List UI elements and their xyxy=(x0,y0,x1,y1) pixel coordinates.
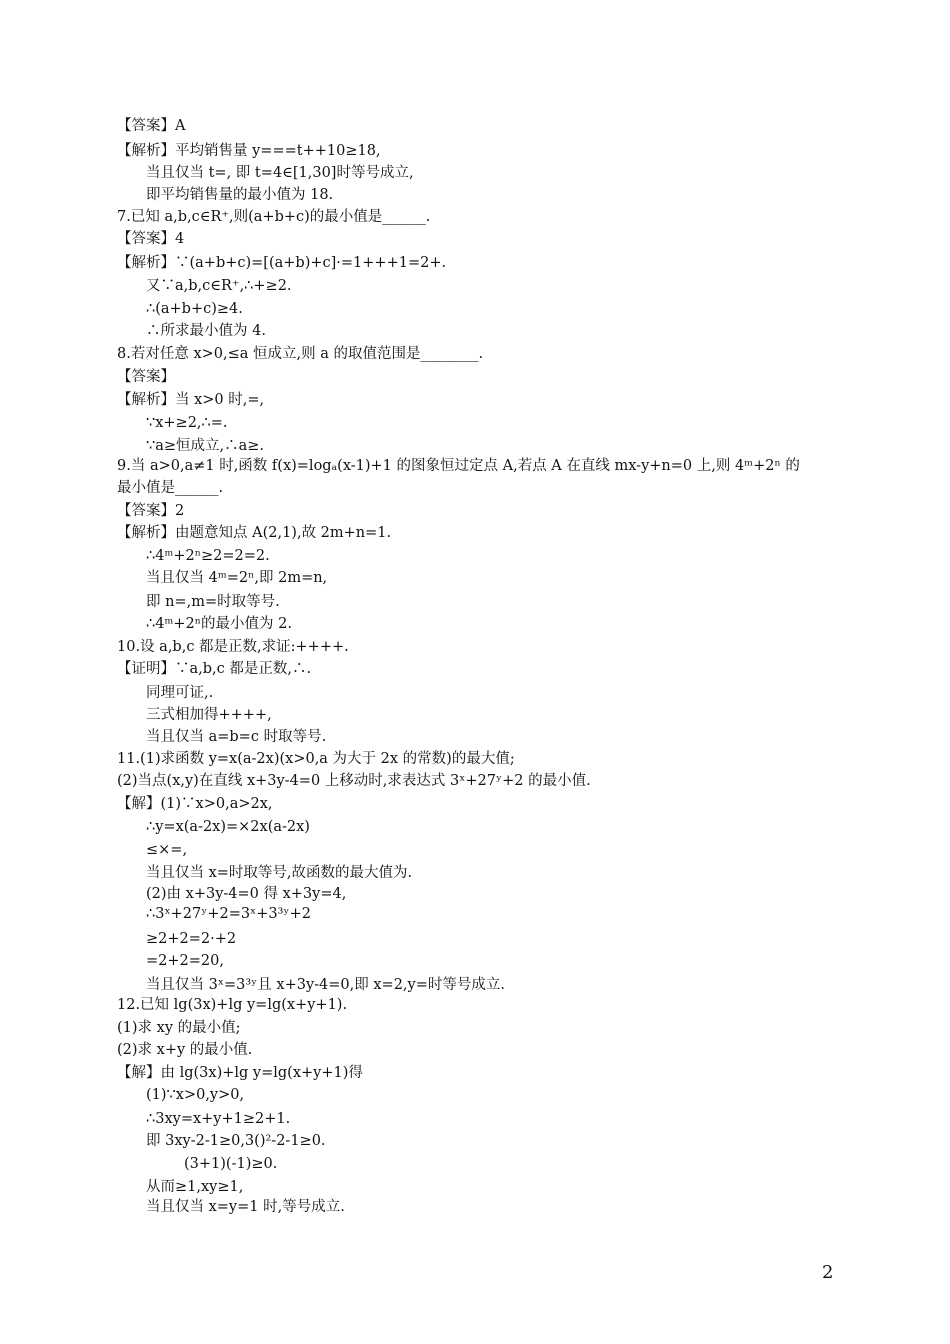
text-line: 当且仅当 x=时取等号,故函数的最大值为. xyxy=(146,865,413,881)
answer-label: 【答案】 xyxy=(117,369,175,385)
text-line: 又∵a,b,c∈R⁺,∴+≥2. xyxy=(146,278,292,294)
solution-line: 【解】(1)∵x>0,a>2x, xyxy=(117,796,273,812)
text-line: ≥2+2=2·+2 xyxy=(146,931,237,947)
question-10: 10.设 a,b,c 都是正数,求证:++++. xyxy=(117,639,349,655)
text-line: (1)求 xy 的最小值; xyxy=(117,1020,241,1036)
text-line: (2)求 x+y 的最小值. xyxy=(117,1042,253,1058)
text-line: ∵a≥恒成立,∴a≥. xyxy=(146,438,265,454)
text-line: 当且仅当 4ᵐ=2ⁿ,即 2m=n, xyxy=(146,570,328,586)
question-7: 7.已知 a,b,c∈R⁺,则(a+b+c)的最小值是______. xyxy=(117,209,431,225)
text-line: 当且仅当 a=b=c 时取等号. xyxy=(146,729,327,745)
analysis-line: 【解析】当 x>0 时,=, xyxy=(117,392,265,408)
text-line: ∴3xy=x+y+1≥2+1. xyxy=(146,1111,291,1127)
text-line: 三式相加得++++, xyxy=(146,707,272,723)
text-line: (1)∵x>0,y>0, xyxy=(146,1087,245,1103)
question-9: 9.当 a>0,a≠1 时,函数 f(x)=logₐ(x-1)+1 的图象恒过定点 A,若点 A 在直线 mx-y+n=0 上,则 4ᵐ+2ⁿ 的 xyxy=(117,458,800,474)
text-line: 同理可证,. xyxy=(146,685,214,701)
text-line: ≤×=, xyxy=(146,842,188,858)
text-line: ∴(a+b+c)≥4. xyxy=(146,301,243,317)
text-line: 即 n=,m=时取等号. xyxy=(146,594,280,610)
text-line: 最小值是______. xyxy=(117,480,224,496)
answer-label: 【答案】2 xyxy=(117,503,185,519)
text-line: (2)当点(x,y)在直线 x+3y-4=0 上移动时,求表达式 3ˣ+27ʸ+2 的最小值. xyxy=(117,773,591,789)
text-line: 当且仅当 x=y=1 时,等号成立. xyxy=(146,1199,345,1215)
text-line: 当且仅当 t=, 即 t=4∈[1,30]时等号成立, xyxy=(146,165,414,181)
text-line: 即平均销售量的最小值为 18. xyxy=(146,187,334,203)
answer-label: 【答案】4 xyxy=(117,231,185,247)
text-line: ∴4ᵐ+2ⁿ的最小值为 2. xyxy=(146,616,292,632)
text-line: (3+1)(-1)≥0. xyxy=(184,1156,278,1172)
text-line: ∴4ᵐ+2ⁿ≥2=2=2. xyxy=(146,548,270,564)
solution-line: 【解】由 lg(3x)+lg y=lg(x+y+1)得 xyxy=(117,1065,363,1081)
text-line: =2+2=20, xyxy=(146,953,224,969)
text-line: ∴3ˣ+27ʸ+2=3ˣ+3³ʸ+2 xyxy=(146,906,311,922)
text-line: ∴所求最小值为 4. xyxy=(146,323,266,339)
question-11: 11.(1)求函数 y=x(a-2x)(x>0,a 为大于 2x 的常数)的最大值; xyxy=(117,751,515,767)
question-12: 12.已知 lg(3x)+lg y=lg(x+y+1). xyxy=(117,997,348,1013)
page-number: 2 xyxy=(822,1262,834,1283)
answer-label: 【答案】A xyxy=(117,118,186,134)
text-line: (2)由 x+3y-4=0 得 x+3y=4, xyxy=(146,886,347,902)
analysis-line: 【解析】∵(a+b+c)=[(a+b)+c]·=1+++1=2+. xyxy=(117,255,447,271)
analysis-line: 【解析】平均销售量 y===t++10≥18, xyxy=(117,143,381,159)
question-8: 8.若对任意 x>0,≤a 恒成立,则 a 的取值范围是________. xyxy=(117,346,484,362)
text-line: 即 3xy-2-1≥0,3()²-2-1≥0. xyxy=(146,1133,326,1149)
proof-line: 【证明】∵a,b,c 都是正数,∴. xyxy=(117,661,312,677)
analysis-line: 【解析】由题意知点 A(2,1),故 2m+n=1. xyxy=(117,525,392,541)
text-line: ∵x+≥2,∴=. xyxy=(146,415,228,431)
text-line: 从而≥1,xy≥1, xyxy=(146,1179,244,1195)
text-line: 当且仅当 3ˣ=3³ʸ且 x+3y-4=0,即 x=2,y=时等号成立. xyxy=(146,977,505,993)
text-line: ∴y=x(a-2x)=×2x(a-2x) xyxy=(146,819,310,835)
